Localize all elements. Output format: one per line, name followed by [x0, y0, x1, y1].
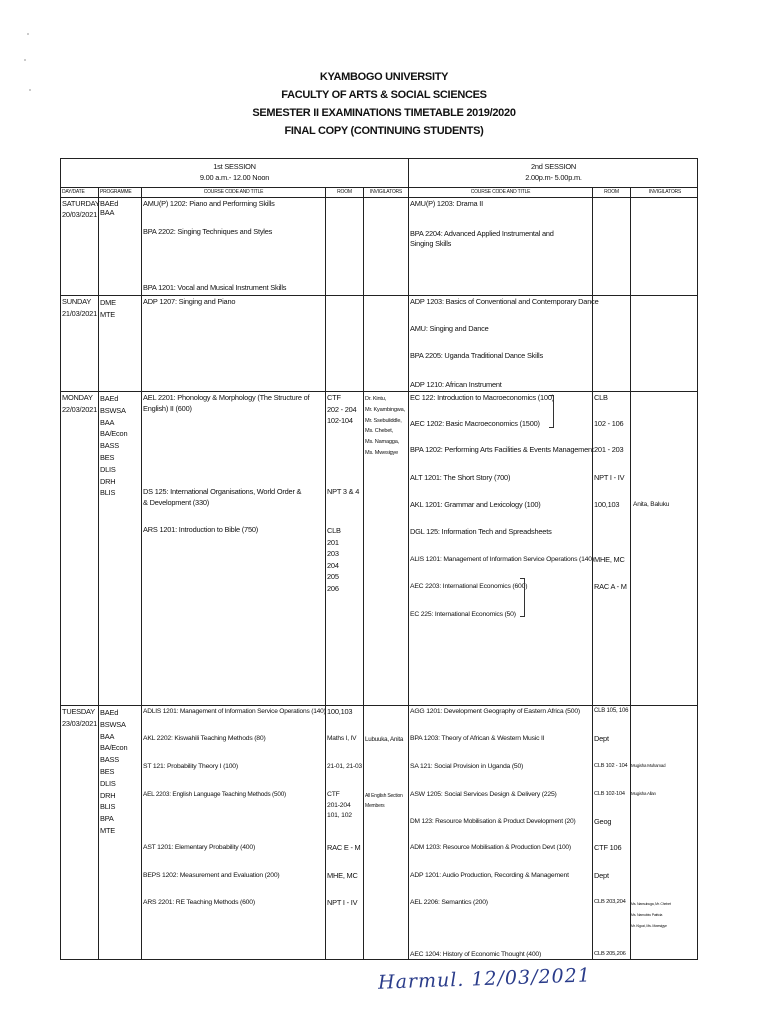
course-entry: ADM 1203: Resource Mobilisation & Production Devt (100) [410, 844, 571, 851]
col-programme: PROGRAMME [100, 189, 132, 195]
course-entry: ADP 1210: African Instrument [410, 380, 502, 389]
course-entry: ALT 1201: The Short Story (700) [410, 473, 511, 482]
day-name: SATURDAY [62, 199, 100, 208]
invigilator-entry: Ms. Nansubuga, Mr. Chebet Ms. Namubiru Patricia Mr. Kigozi, Ms. Mwesigye [631, 902, 671, 928]
session-1-time: 9.00 a.m.- 12.00 Noon [199, 173, 270, 182]
course-entry: BPA 2204: Advanced Applied Instrumental and [410, 229, 554, 238]
course-entry: SA 121: Social Provision in Uganda (50) [410, 763, 524, 770]
col-room-2: ROOM [604, 189, 619, 195]
course-entry: AMU: Singing and Dance [410, 324, 489, 333]
room-entry: CLB 105, 106 [594, 708, 629, 714]
day-date: 23/03/2021 [62, 719, 97, 728]
invigilator-list: Dr. Kintu, Mr. Kyambingwa, Mr. Ssebuliddle, Ms. Chebet, Ms. Namagga, Ms. Mwesigye [365, 396, 405, 456]
course-entry: BPA 1201: Vocal and Musical Instrument Skills [143, 283, 287, 292]
room-entry: Dept [594, 871, 609, 880]
course-entry: DS 125: International Organisations, World Order & [143, 487, 302, 496]
invigilator-entry: Lubuuka, Anita [365, 736, 404, 743]
room-entry: 201 - 203 [594, 445, 624, 454]
session-2-label: 2nd SESSION [530, 162, 577, 171]
room-entry: 102 - 106 [594, 419, 624, 428]
day-date: 22/03/2021 [62, 405, 97, 414]
course-entry: DM 123: Resource Mobilisation & Product Development (20) [410, 818, 576, 825]
room-entry: RAC E - M [327, 843, 361, 852]
timetable [60, 158, 698, 960]
scan-speck [27, 33, 29, 35]
col-date: DAY/DATE [62, 189, 85, 195]
course-entry: Singing Skills [410, 239, 452, 248]
room-entry: 100,103 [594, 500, 620, 509]
course-entry: ST 121: Probability Theory I (100) [143, 763, 238, 770]
col-invigilators-2: INVIGILATORS [648, 189, 682, 195]
course-entry: AMU(P) 1202: Piano and Performing Skills [143, 199, 275, 208]
course-entry: AEC 1204: History of Economic Thought (400) [410, 951, 542, 958]
room-entry: CLB 102 - 104 [594, 763, 628, 769]
room-entry: 102-104 [327, 416, 353, 425]
room-entry: NPT 3 & 4 [327, 487, 360, 496]
course-entry: ARS 1201: Introduction to Bible (750) [143, 525, 259, 534]
day-date: 20/03/2021 [62, 210, 97, 219]
programme-list: BAEd BSWSA BAA BA/Econ BASS BES DLIS DRH BLIS BPA MTE [100, 708, 128, 835]
course-entry: ADP 1203: Basics of Conventional and Contemporary Dance [410, 297, 599, 306]
room-entry: NPT I - IV [327, 898, 358, 907]
room-entry: RAC A - M [594, 582, 627, 591]
course-entry: EC 225: International Economics (50) [410, 611, 516, 618]
course-entry: ADLIS 1201: Management of Information Service Operations (140) [143, 708, 326, 715]
room-entry: CLB 201 203 204 205 206 [327, 526, 341, 593]
course-entry: AEC 2203: International Economics (600) [410, 583, 528, 590]
course-entry: ARS 2201: RE Teaching Methods (600) [143, 899, 255, 906]
room-entry: Dept [594, 734, 609, 743]
course-entry: AEL 2201: Phonology & Morphology (The Structure of [143, 393, 310, 402]
course-entry: ADP 1201: Audio Production, Recording & Management [410, 872, 569, 879]
invigilator-entry: Mugisha Allan [631, 791, 656, 796]
day-name: TUESDAY [62, 707, 95, 716]
course-entry: DGL 125: Information Tech and Spreadsheets [410, 527, 552, 536]
course-entry: English) II (600) [143, 404, 192, 413]
course-entry: AGG 1201: Development Geography of Eastern Africa (500) [410, 708, 580, 715]
course-entry: AMU(P) 1203: Drama II [410, 199, 484, 208]
room-entry: CLB [594, 393, 608, 402]
room-entry: Maths I, IV [327, 735, 357, 742]
col-course-2: COURSE CODE AND TITLE [470, 189, 531, 195]
handwritten-signature: Harmul. 12/03/2021 [377, 964, 592, 994]
day-date: 21/03/2021 [62, 309, 97, 318]
invigilator-entry: All English Section Members [365, 793, 403, 809]
course-entry: EC 122: Introduction to Macroeconomics (100) [410, 393, 555, 402]
course-entry: AST 1201: Elementary Probability (400) [143, 844, 256, 851]
programme-list: BAEd BAA [100, 199, 119, 217]
session-2-time: 2.00p.m- 5.00p.m. [525, 173, 582, 182]
room-entry: CTF 201-204 101, 102 [327, 791, 352, 819]
university-name: KYAMBOGO UNIVERSITY [319, 71, 449, 83]
scan-speck [24, 59, 26, 61]
course-entry: AKL 2202: Kiswahili Teaching Methods (80) [143, 735, 266, 742]
faculty-name: FACULTY OF ARTS & SOCIAL SCIENCES [281, 89, 487, 101]
day-name: MONDAY [62, 393, 93, 402]
invigilator-entry: Mugisha Muhamad [631, 763, 666, 768]
course-entry: AEL 2206: Semantics (200) [410, 899, 488, 906]
bracket [549, 395, 554, 428]
course-entry: BPA 1203: Theory of African & Western Music II [410, 735, 545, 742]
room-entry: CLB 102-104 [594, 791, 625, 797]
room-entry: 100,103 [327, 707, 353, 716]
course-entry: & Development (330) [143, 498, 210, 507]
course-entry: BPA 2205: Uganda Traditional Dance Skills [410, 351, 543, 360]
course-entry: ALIS 1201: Management of Information Service Operations (140) [410, 556, 594, 563]
course-entry: ADP 1207: Singing and Piano [143, 297, 236, 306]
course-entry: BEPS 1202: Measurement and Evaluation (200) [143, 872, 280, 879]
room-entry: MHE, MC [327, 871, 358, 880]
col-room-1: ROOM [337, 189, 352, 195]
document-subtitle: FINAL COPY (CONTINUING STUDENTS) [284, 125, 484, 137]
room-entry: MHE, MC [594, 555, 625, 564]
room-entry: CTF 106 [594, 843, 622, 852]
room-entry: NPT I - IV [594, 473, 625, 482]
programme-list: DME MTE [100, 298, 116, 319]
course-entry: ASW 1205: Social Services Design & Delivery (225) [410, 791, 557, 798]
col-invigilators-1: INVIGILATORS [369, 189, 403, 195]
day-name: SUNDAY [62, 297, 92, 306]
room-entry: CLB 205,206 [594, 951, 626, 957]
course-entry: BPA 1202: Performing Arts Facilities & Events Management [410, 445, 594, 454]
room-entry: CTF [327, 393, 341, 402]
room-entry: 21-01, 21-03 [327, 763, 362, 770]
col-course-1: COURSE CODE AND TITLE [203, 189, 264, 195]
document-title: SEMESTER II EXAMINATIONS TIMETABLE 2019/2020 [252, 107, 516, 119]
room-entry: Geog [594, 817, 612, 826]
bracket [520, 578, 525, 617]
session-1-label: 1st SESSION [213, 162, 256, 171]
course-entry: AEL 2203: English Language Teaching Methods (500) [143, 791, 286, 798]
course-entry: AEC 1202: Basic Macroeconomics (1500) [410, 419, 540, 428]
programme-list: BAEd BSWSA BAA BA/Econ BASS BES DLIS DRH BLIS [100, 394, 128, 498]
room-entry: 202 - 204 [327, 405, 357, 414]
invigilator-entry: Anita, Baluku [633, 501, 670, 508]
course-entry: BPA 2202: Singing Techniques and Styles [143, 227, 273, 236]
course-entry: AKL 1201: Grammar and Lexicology (100) [410, 500, 541, 509]
room-entry: CLB 203,204 [594, 899, 626, 905]
